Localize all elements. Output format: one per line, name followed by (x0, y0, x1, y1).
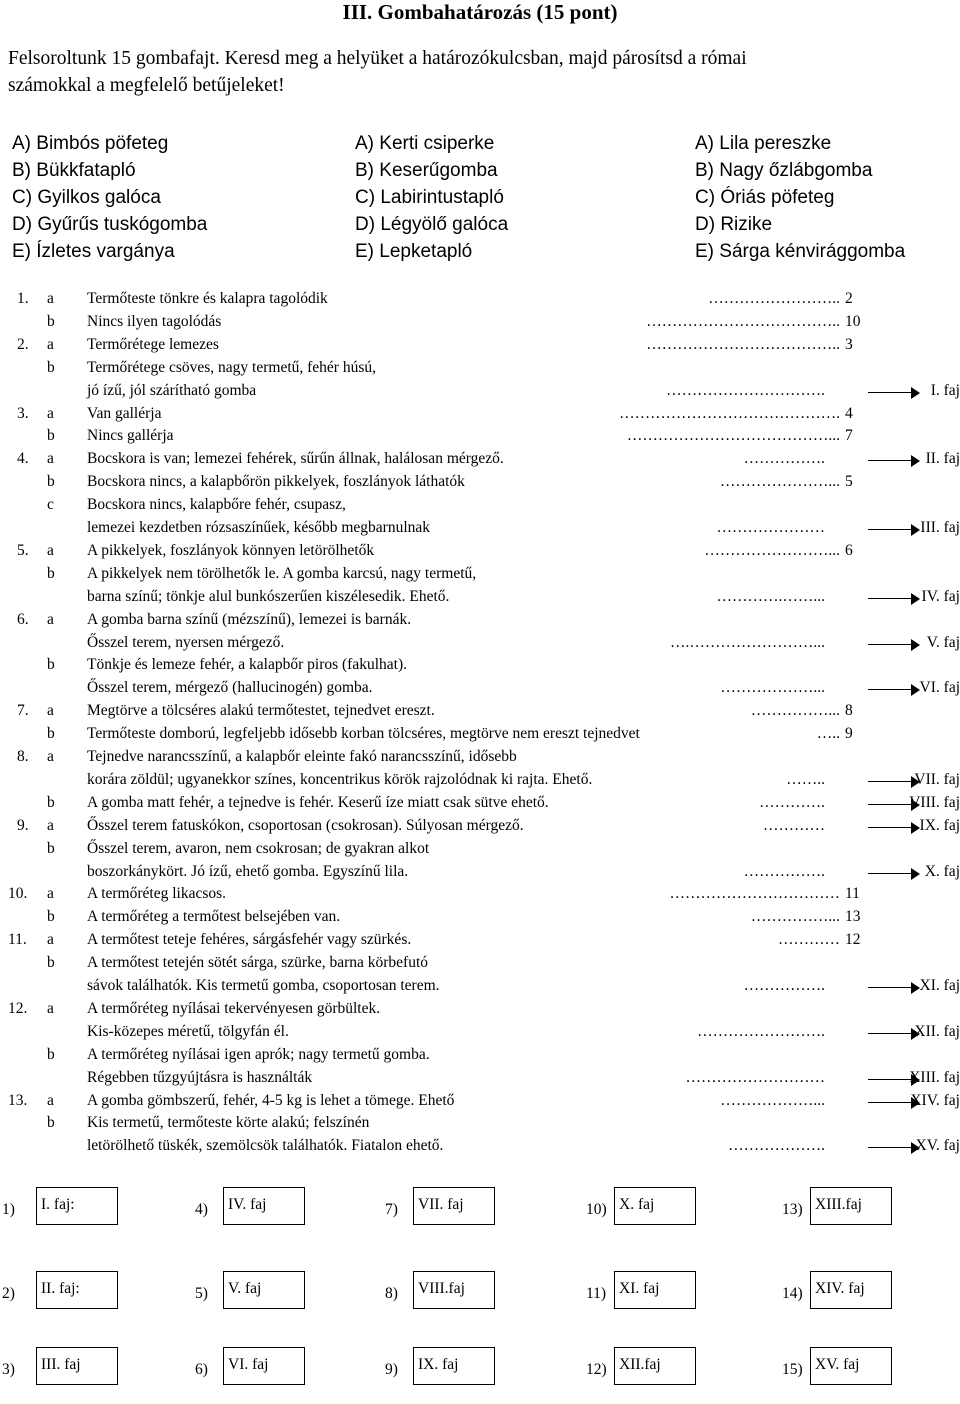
key-leader-dots: ………… (778, 931, 840, 949)
key-option-letter: a (47, 1091, 54, 1109)
key-option-text: Termőrétege lemezes (87, 335, 219, 353)
arrow-line (868, 460, 912, 461)
species-result: II. faj (925, 450, 960, 468)
answer-number: 9) (385, 1361, 398, 1378)
goto-step: 5 (845, 473, 853, 491)
key-option-text: jó ízű, jól szárítható gomba (87, 381, 257, 399)
species-result: III. faj (920, 519, 960, 536)
species-result: VII. faj (914, 770, 960, 788)
key-step-number: 5. (17, 541, 29, 559)
key-option-text: A termőréteg nyílásai igen aprók; nagy termetű gomba. (87, 1045, 430, 1063)
key-option-letter: a (47, 999, 54, 1017)
species-item: B) Bükkfatapló (12, 160, 136, 181)
answer-number: 4) (195, 1201, 208, 1218)
key-option-text: A termőréteg likacsos. (87, 885, 227, 903)
key-option-text: Ősszel terem, avaron, nem csokrosan; de gyakran alkot (87, 839, 430, 857)
arrow-icon (868, 684, 920, 696)
answer-number: 2) (2, 1285, 15, 1302)
key-step-number: 13. (8, 1091, 28, 1109)
intro-line-1: Felsoroltunk 15 gombafajt. Keresd meg a helyüket a határozókulcsban, majd párosítsd a római (8, 48, 747, 69)
species-result: XI. faj (919, 977, 960, 994)
key-option-letter: b (47, 564, 55, 582)
answer-number: 12) (586, 1361, 607, 1378)
key-leader-dots: ……………………. (697, 1022, 825, 1040)
species-item: D) Gyűrűs tuskógomba (12, 214, 208, 235)
key-step-number: 12. (8, 999, 28, 1017)
key-option-letter: a (47, 290, 54, 307)
species-item: B) Keserűgomba (355, 160, 498, 181)
key-option-text: A termőtest teteje fehéres, sárgásfehér vagy szürkés. (87, 931, 412, 949)
key-option-text: Ősszel terem, mérgező (hallucinogén) gomba. (87, 679, 373, 697)
key-option-text: lemezei kezdetben rózsaszínűek, később megbarnulnak (87, 519, 431, 536)
arrow-line (868, 392, 912, 393)
key-leader-dots: ……………………………….. (646, 335, 840, 353)
species-item: A) Bimbós pöfeteg (12, 133, 169, 154)
key-option-text: Régebben tűzgyújtásra is használták (87, 1068, 313, 1086)
intro-line-2: számokkal a megfelelő betűjeleket! (8, 75, 285, 96)
page-title: III. Gombahatározás (15 pont) (342, 0, 618, 24)
goto-step: 4 (845, 404, 853, 422)
arrow-head (911, 868, 920, 880)
species-item: E) Lepketapló (355, 241, 473, 262)
key-option-text: Termőrétege csöves, nagy termetű, fehér húsú, (87, 358, 376, 376)
key-step-number: 10. (8, 885, 28, 903)
key-option-text: Termőteste tönkre és kalapra tagolódik (87, 290, 328, 307)
species-result: V. faj (926, 633, 960, 651)
answer-species: XII.faj (619, 1356, 661, 1373)
key-option-text: Ősszel terem fatuskókon, csoportosan (csokrosan). Súlyosan mérgező. (87, 816, 524, 834)
species-item: C) Óriás pöfeteg (695, 187, 835, 208)
key-option-letter: a (47, 335, 54, 353)
key-option-text: Nincs ilyen tagolódás (87, 312, 222, 330)
answer-number: 5) (195, 1285, 208, 1302)
key-option-letter: b (47, 725, 55, 743)
species-item: C) Gyilkos galóca (12, 187, 161, 208)
species-item: B) Nagy őzlábgomba (695, 160, 873, 181)
species-item: D) Légyölő galóca (355, 214, 509, 235)
answer-number: 6) (195, 1361, 208, 1378)
arrow-line (868, 689, 912, 690)
answer-species: IV. faj (228, 1196, 267, 1213)
key-option-text: Nincs gallérja (87, 427, 174, 445)
key-option-letter: b (47, 839, 55, 857)
answer-species: VII. faj (418, 1196, 464, 1213)
answer-species: XIV. faj (815, 1280, 865, 1297)
key-leader-dots: …………………………. (666, 381, 825, 399)
arrow-line (868, 1079, 912, 1080)
key-leader-dots: ………………... (720, 679, 825, 697)
key-step-number: 4. (17, 450, 29, 468)
key-option-letter: b (47, 793, 55, 811)
key-option-letter: a (47, 885, 54, 903)
key-option-letter: b (47, 473, 55, 491)
key-leader-dots: ….. (816, 725, 840, 743)
key-option-letter: b (47, 1114, 55, 1132)
key-leader-dots: ……………. (743, 862, 825, 880)
arrow-icon (868, 982, 920, 994)
key-option-letter: c (47, 496, 54, 514)
arrow-line (868, 529, 912, 530)
key-option-text: Ősszel terem, nyersen mérgező. (87, 633, 285, 651)
goto-step: 8 (845, 702, 853, 720)
key-step-number: 9. (17, 816, 29, 834)
arrow-head (911, 455, 920, 467)
answer-number: 14) (782, 1285, 803, 1302)
species-result: IX. faj (919, 816, 960, 834)
species-item: A) Lila pereszke (695, 133, 832, 154)
key-step-number: 7. (17, 702, 29, 720)
species-item: D) Rizike (695, 214, 773, 235)
species-item: E) Ízletes vargánya (12, 241, 175, 262)
species-result: XIII. faj (909, 1068, 960, 1086)
key-option-text: A termőréteg nyílásai tekervényesen görbültek. (87, 999, 381, 1017)
arrow-line (868, 598, 912, 599)
key-option-text: korára zöldül; ugyanekkor színes, koncentrikus körök rajzolódnak ki rajta. Ehető. (87, 770, 593, 788)
key-option-letter: b (47, 656, 55, 674)
key-leader-dots: …………. (759, 793, 825, 811)
key-leader-dots: ………….……... (716, 587, 825, 605)
answer-number: 8) (385, 1285, 398, 1302)
key-leader-dots: ………………... (720, 1091, 825, 1109)
answer-species: III. faj (41, 1356, 81, 1373)
answer-species: VI. faj (228, 1356, 269, 1373)
goto-step: 7 (845, 427, 853, 445)
key-option-text: Tejnedve narancsszínű, a kalapbőr eleinte fakó narancsszínű, idősebb (87, 748, 517, 765)
answer-species: V. faj (228, 1280, 262, 1297)
key-option-letter: b (47, 358, 55, 376)
arrow-icon (868, 593, 920, 605)
arrow-icon (868, 1142, 920, 1154)
key-option-text: A gomba gömbszerű, fehér, 4-5 kg is lehet a tömege. Ehető (87, 1091, 455, 1109)
key-option-letter: b (47, 908, 55, 926)
key-leader-dots: …………………... (719, 473, 840, 491)
key-option-letter: b (47, 427, 55, 445)
key-option-text: Bocskora nincs, a kalapbőrön pikkelyek, foszlányok láthatók (87, 473, 465, 491)
key-option-text: Kis termetű, termőteste körte alakú; felszínén (87, 1114, 370, 1132)
species-result: IV. faj (921, 587, 960, 605)
key-option-letter: a (47, 816, 54, 834)
key-leader-dots: ………………… (716, 519, 825, 536)
key-option-text: Termőteste domború, legfeljebb idősebb korban tölcséres, megtörve nem ereszt tejnedvet (87, 725, 640, 743)
arrow-icon (868, 387, 920, 399)
key-leader-dots: ……………. (743, 450, 825, 468)
answer-number: 13) (782, 1201, 803, 1218)
species-result: XV. faj (915, 1137, 960, 1155)
key-step-number: 3. (17, 404, 29, 422)
arrow-icon (868, 524, 920, 536)
arrow-icon (868, 639, 920, 651)
answer-number: 7) (385, 1201, 398, 1218)
arrow-line (868, 873, 912, 874)
key-option-letter: a (47, 541, 54, 559)
key-step-number: 2. (17, 335, 29, 353)
answer-species: XV. faj (815, 1356, 860, 1373)
key-leader-dots: ……………………... (704, 541, 840, 559)
answer-species: X. faj (619, 1196, 655, 1213)
species-item: C) Labirintustapló (355, 187, 504, 208)
arrow-head (911, 639, 920, 651)
key-option-text: A gomba barna színű (mézszínű), lemezei is barnák. (87, 610, 412, 628)
answer-number: 15) (782, 1361, 803, 1378)
species-result: XII. faj (914, 1022, 960, 1040)
key-option-letter: b (47, 1045, 55, 1063)
key-leader-dots: ……………. (743, 977, 825, 994)
answer-species: VIII.faj (418, 1280, 465, 1297)
key-option-text: Van gallérja (87, 404, 162, 422)
key-option-text: A gomba matt fehér, a tejnedve is fehér. Keserű íze miatt csak sütve ehető. (87, 793, 549, 811)
arrow-icon (868, 455, 920, 467)
key-option-letter: a (47, 931, 54, 949)
key-step-number: 6. (17, 610, 29, 628)
key-leader-dots: ……………………………….. (646, 312, 840, 330)
key-option-letter: b (47, 312, 55, 330)
key-leader-dots: ……………………………………. (619, 404, 840, 422)
key-step-number: 1. (17, 290, 29, 307)
key-option-text: boszorkánykört. Jó ízű, ehető gomba. Egyszínű lila. (87, 862, 409, 880)
arrow-line (868, 781, 912, 782)
key-option-text: letörölhető tüskék, szemölcsök találhatók. Fiatalon ehető. (87, 1137, 444, 1155)
arrow-head (911, 524, 920, 536)
goto-step: 12 (845, 931, 861, 949)
key-option-text: Kis-közepes méretű, tölgyfán él. (87, 1022, 289, 1040)
species-result: I. faj (930, 381, 960, 399)
key-option-text: sávok találhatók. Kis termetű gomba, csoportosan terem. (87, 977, 440, 994)
arrow-line (868, 644, 912, 645)
key-leader-dots: …….. (786, 770, 825, 788)
key-option-letter: a (47, 702, 54, 720)
arrow-line (868, 804, 912, 805)
key-option-text: barna színű; tönkje alul bunkószerűen kiszélesedik. Ehető. (87, 587, 450, 605)
key-option-text: A termőréteg a termőtest belsejében van. (87, 908, 341, 926)
species-item: E) Sárga kénvirággomba (695, 241, 906, 262)
arrow-icon (868, 868, 920, 880)
key-option-letter: a (47, 610, 54, 628)
key-option-letter: a (47, 748, 54, 765)
answer-number: 3) (2, 1361, 15, 1378)
answer-species: II. faj: (41, 1280, 80, 1297)
key-leader-dots: …………………………… (669, 885, 840, 903)
answer-number: 10) (586, 1201, 607, 1218)
answer-number: 1) (2, 1201, 15, 1218)
answer-species: I. faj: (41, 1196, 75, 1213)
species-result: VIII. faj (909, 793, 960, 811)
goto-step: 2 (845, 290, 853, 307)
goto-step: 13 (845, 908, 861, 926)
key-option-text: Bocskora is van; lemezei fehérek, sűrűn állnak, halálosan mérgező. (87, 450, 504, 468)
species-result: VI. faj (919, 679, 960, 697)
key-option-letter: a (47, 404, 54, 422)
key-leader-dots: ………………. (728, 1137, 825, 1155)
arrow-icon (868, 822, 920, 834)
answer-species: IX. faj (418, 1356, 459, 1373)
goto-step: 6 (845, 541, 853, 559)
answer-number: 11) (586, 1285, 607, 1302)
key-option-text: Tönkje és lemeze fehér, a kalapbőr piros (fakulhat). (87, 656, 407, 674)
arrow-line (868, 1147, 912, 1148)
key-leader-dots: ……………... (750, 908, 840, 926)
key-leader-dots: ……………... (750, 702, 840, 720)
key-step-number: 11. (8, 931, 27, 949)
key-leader-dots: ………… (763, 816, 825, 834)
key-leader-dots: ….……………………... (670, 633, 825, 651)
key-option-text: Megtörve a tölcséres alakú termőtestet, tejnedvet ereszt. (87, 702, 435, 720)
key-leader-dots: …………………….. (708, 290, 840, 307)
goto-step: 9 (845, 725, 853, 743)
goto-step: 3 (845, 335, 853, 353)
answer-species: XI. faj (619, 1280, 660, 1297)
arrow-icon (868, 776, 920, 788)
key-option-text: A termőtest tetején sötét sárga, szürke, barna körbefutó (87, 954, 429, 972)
key-step-number: 8. (17, 748, 29, 765)
key-leader-dots: …………………………………... (626, 427, 840, 445)
goto-step: 11 (845, 885, 860, 903)
species-item: A) Kerti csiperke (355, 133, 495, 154)
key-option-text: A pikkelyek, foszlányok könnyen letörölhetők (87, 541, 375, 559)
key-option-letter: a (47, 450, 54, 468)
arrow-icon (868, 1028, 920, 1040)
key-option-text: Bocskora nincs, kalapbőre fehér, csupasz, (87, 496, 346, 514)
arrow-head (911, 593, 920, 605)
species-result: X. faj (924, 862, 960, 880)
key-option-letter: b (47, 954, 55, 972)
key-option-text: A pikkelyek nem törölhetők le. A gomba karcsú, nagy termetű, (87, 564, 477, 582)
arrow-line (868, 1102, 912, 1103)
goto-step: 10 (845, 312, 861, 330)
arrow-line (868, 987, 912, 988)
key-leader-dots: ……………………… (685, 1068, 825, 1086)
arrow-head (911, 387, 920, 399)
species-result: XIV. faj (910, 1091, 960, 1109)
answer-species: XIII.faj (815, 1196, 862, 1213)
arrow-line (868, 827, 912, 828)
arrow-line (868, 1033, 912, 1034)
